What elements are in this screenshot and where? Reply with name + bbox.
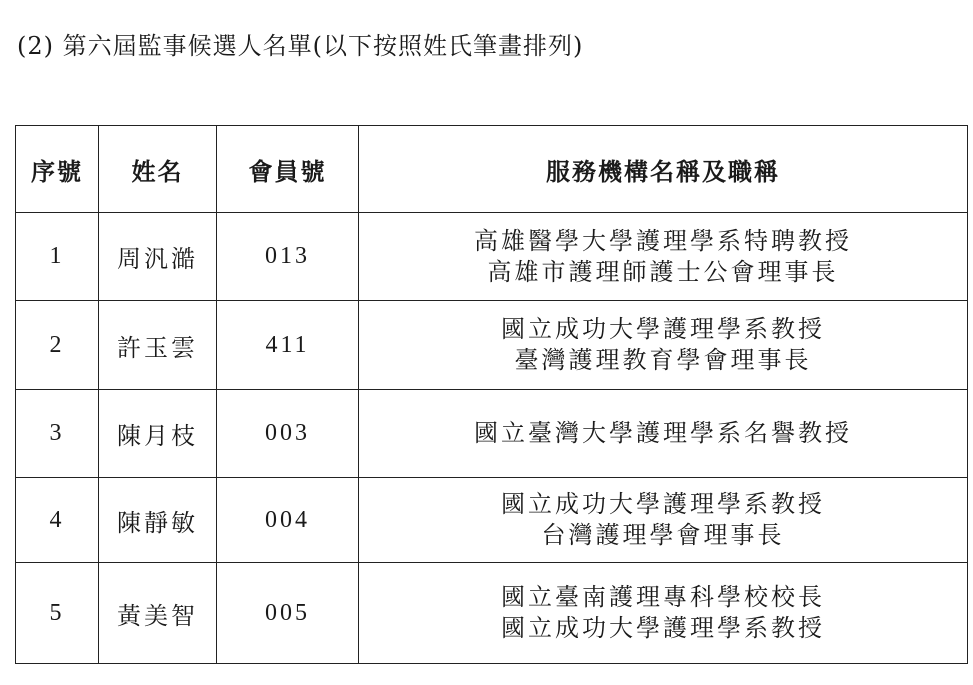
table-row [16, 301, 968, 390]
header-serial-number: 序號 [16, 126, 99, 213]
cell-name: 周汎澔 [99, 213, 217, 301]
header-name: 姓名 [99, 126, 217, 213]
cell-institution-title [359, 478, 968, 563]
table-row [16, 390, 968, 478]
position-line: 國立成功大學護理學系教授 [501, 315, 825, 343]
header-member-number: 會員號 [217, 126, 359, 213]
cell-member-number: 004 [217, 478, 359, 563]
document-heading: (2) 第六屆監事候選人名單(以下按照姓氏筆畫排列) [17, 32, 584, 60]
cell-member-number: 013 [217, 213, 359, 301]
cell-name: 黃美智 [99, 563, 217, 664]
position-line: 臺灣護理教育學會理事長 [514, 346, 812, 374]
cell-member-number: 005 [217, 563, 359, 664]
cell-member-number: 411 [217, 301, 359, 390]
candidate-table [15, 125, 968, 664]
position-line: 國立成功大學護理學系教授 [501, 614, 825, 642]
cell-member-number: 003 [217, 390, 359, 478]
header-institution-title: 服務機構名稱及職稱 [359, 126, 968, 213]
position-line: 國立成功大學護理學系教授 [501, 490, 825, 518]
cell-institution-title [359, 563, 968, 664]
cell-institution-title [359, 390, 968, 478]
cell-serial-number: 5 [16, 563, 99, 664]
cell-serial-number: 3 [16, 390, 99, 478]
table-row [16, 213, 968, 301]
table-header-row [16, 126, 968, 213]
position-line: 高雄醫學大學護理學系特聘教授 [474, 226, 852, 255]
position-line: 國立臺灣大學護理學系名譽教授 [474, 419, 852, 447]
position-line: 國立臺南護理專科學校校長 [501, 583, 825, 611]
position-line: 高雄市護理師護士公會理事長 [487, 257, 839, 286]
cell-serial-number: 4 [16, 478, 99, 563]
cell-institution-title [359, 301, 968, 390]
cell-serial-number: 1 [16, 213, 99, 301]
cell-serial-number: 2 [16, 301, 99, 390]
position-line: 台灣護理學會理事長 [541, 521, 785, 549]
cell-name: 許玉雲 [99, 301, 217, 390]
table-row [16, 478, 968, 563]
table-row [16, 563, 968, 664]
cell-name: 陳靜敏 [99, 478, 217, 563]
cell-institution-title [359, 213, 968, 301]
cell-name: 陳月枝 [99, 390, 217, 478]
